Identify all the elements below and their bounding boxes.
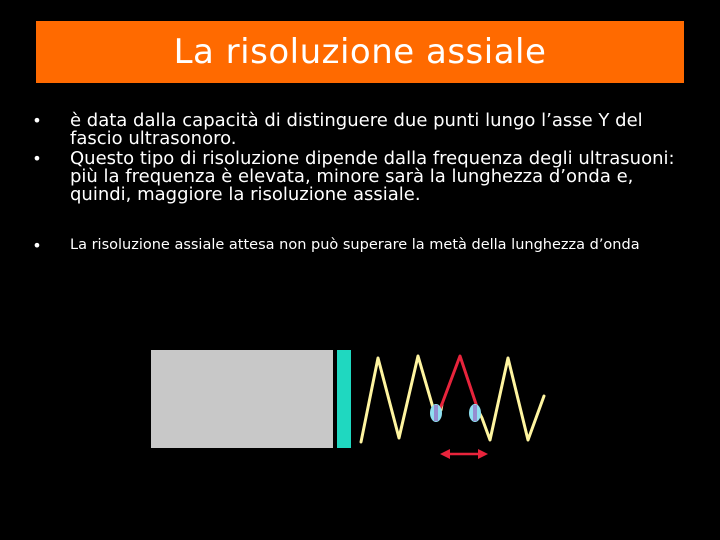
bullet-text: Questo tipo di risoluzione dipende dalla frequenza degli ultrasuoni: più la frequenza è elevata, minore sarà la lunghezza d’onda e, quindi, maggiore la risoluzione assiale. xyxy=(70,148,675,205)
slide-title: La risoluzione assiale xyxy=(173,32,547,72)
arrowhead-left-icon xyxy=(440,449,450,459)
bullet-text: è data dalla capacità di distinguere due punti lungo l’asse Y del fascio ultrasonoro. xyxy=(70,110,643,149)
arrowhead-right-icon xyxy=(478,449,488,459)
bullet-marker: • xyxy=(32,111,42,130)
piezo-crystal xyxy=(337,350,351,448)
reflector-mark-1 xyxy=(434,405,438,421)
bullet-text: La risoluzione assiale attesa non può superare la metà della lunghezza d’onda xyxy=(70,237,640,253)
ultrasound-wave xyxy=(361,356,544,442)
transducer-block xyxy=(151,350,333,448)
reflector-mark-2 xyxy=(473,405,477,421)
bullet-marker: • xyxy=(32,149,42,168)
bullet-marker: • xyxy=(32,236,42,255)
